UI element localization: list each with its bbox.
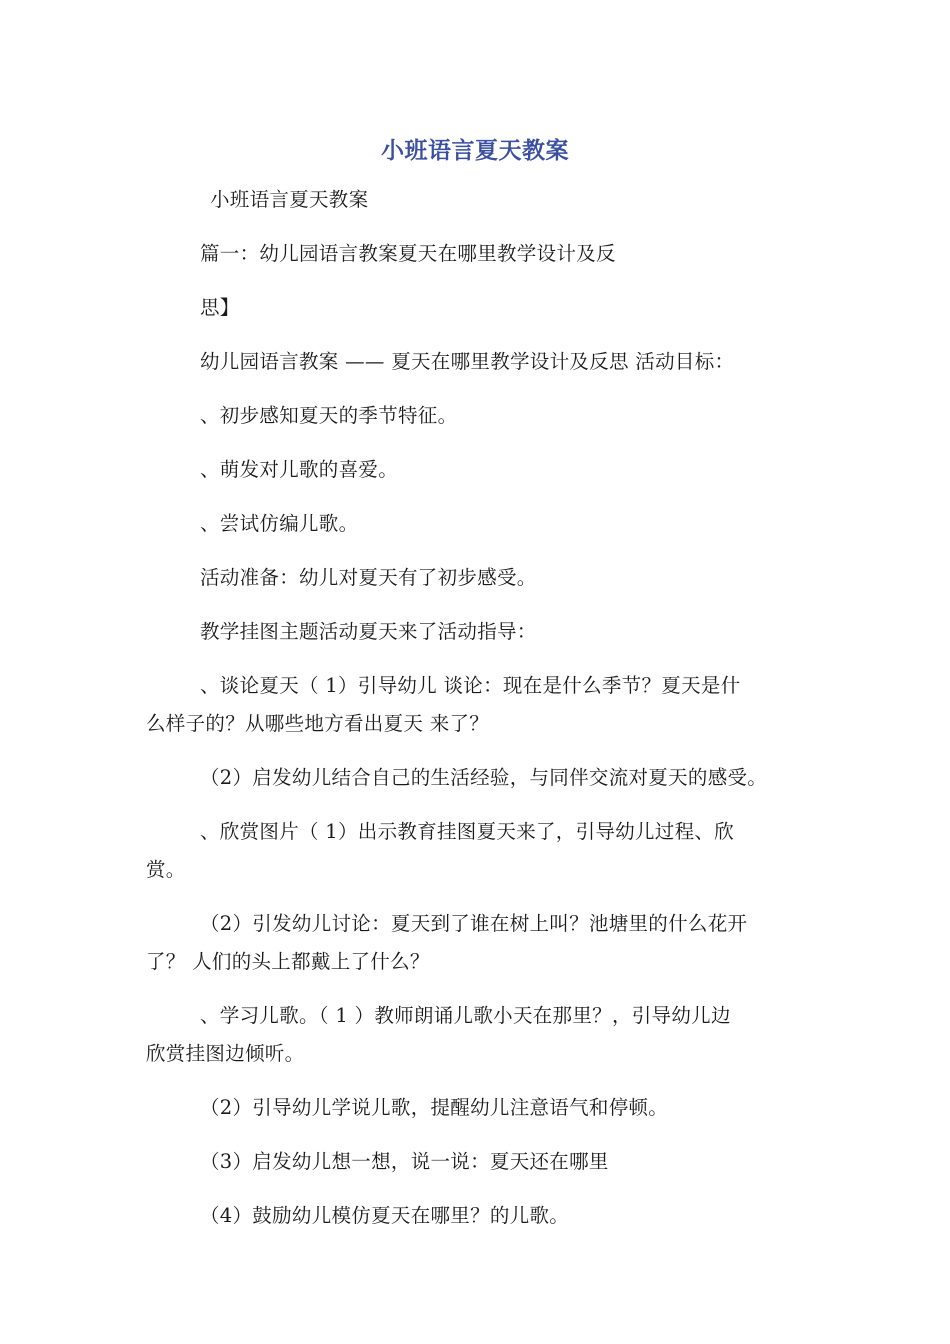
paragraph-section-heading: 篇一：幼儿园语言教案夏天在哪里教学设计及反	[200, 242, 616, 265]
paragraph-materials: 教学挂图主题活动夏天来了活动指导：	[200, 620, 537, 643]
paragraph-step-2-cont: 赏。	[146, 858, 186, 881]
paragraph-step-2-2-cont: 了？ 人们的头上都戴上了什么？	[146, 950, 430, 973]
paragraph-step-2: 、欣赏图片（ 1）出示教育挂图夏天来了，引导幼儿过程、欣	[200, 820, 735, 843]
paragraph-step-3-2: （2）引导幼儿学说儿歌，提醒幼儿注意语气和停顿。	[200, 1096, 669, 1119]
paragraph-step-3-4: （4）鼓励幼儿模仿夏天在哪里？的儿歌。	[200, 1204, 570, 1227]
paragraph-goal-3: 、尝试仿编儿歌。	[200, 512, 359, 535]
paragraph-goal-2: 、萌发对儿歌的喜爱。	[200, 458, 399, 481]
paragraph-subtitle: 小班语言夏天教案	[210, 188, 369, 211]
paragraph-intro: 幼儿园语言教案 —— 夏天在哪里教学设计及反思 活动目标：	[200, 350, 735, 373]
document-title: 小班语言夏天教案	[381, 138, 569, 164]
paragraph-goal-1: 、初步感知夏天的季节特征。	[200, 404, 458, 427]
paragraph-step-3-3: （3）启发幼儿想一想，说一说：夏天还在哪里	[200, 1150, 609, 1173]
paragraph-step-2-2: （2）引发幼儿讨论：夏天到了谁在树上叫？池塘里的什么花开	[200, 912, 748, 935]
paragraph-step-1: 、谈论夏天（ 1）引导幼儿 谈论：现在是什么季节？夏天是什	[200, 674, 741, 697]
paragraph-step-1-2: （2）启发幼儿结合自己的生活经验，与同伴交流对夏天的感受。	[200, 766, 768, 789]
paragraph-step-1-cont: 么样子的？从哪些地方看出夏天 来了？	[146, 712, 490, 735]
paragraph-section-heading-cont: 思】	[200, 296, 240, 319]
paragraph-preparation: 活动准备：幼儿对夏天有了初步感受。	[200, 566, 537, 589]
paragraph-step-3: 、学习儿歌。（ 1 ）教师朗诵儿歌小天在那里？，引导幼儿边	[200, 1004, 731, 1027]
paragraph-step-3-cont: 欣赏挂图边倾听。	[146, 1042, 305, 1065]
